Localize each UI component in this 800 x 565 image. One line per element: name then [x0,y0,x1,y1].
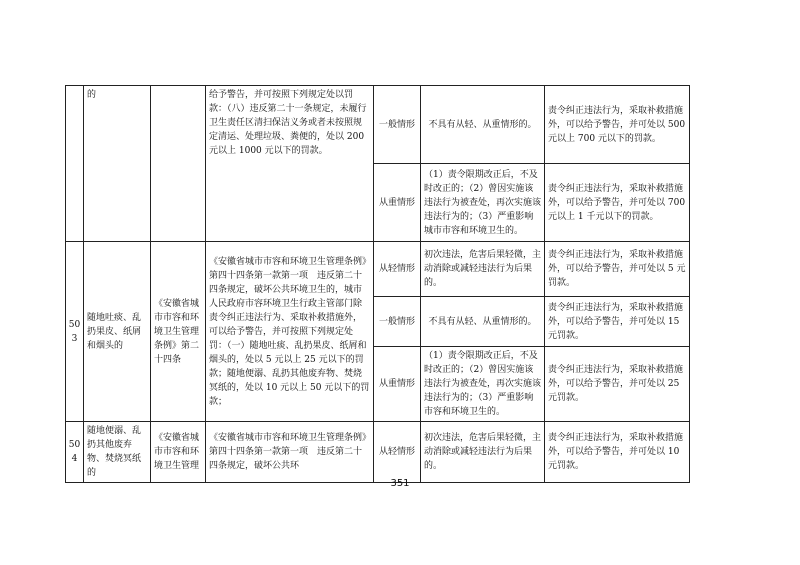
standard-cell: 初次违法，危害后果轻微，主动消除或减轻违法行为后果的。 [421,242,545,297]
table-row [66,242,690,297]
row-index-cell [66,86,84,242]
penalty-cell: 责令纠正违法行为，采取补救措施外，可以给予警告，并可处以 25 元罚款。 [545,347,690,422]
circumstance-cell: 一般情形 [374,86,421,164]
penalty-discretion-table [65,85,690,483]
law-text-cell: 给予警告，并可按照下列规定处以罚款：（八）违反第二十一条规定，未履行卫生责任区清扫保洁义务或者未按照规定清运、处理垃圾、粪便的，处以 200 元以上 1000 元以下的罚款。 [206,86,374,242]
page-number: 351 [390,478,410,489]
standard-cell: （1）责令限期改正后，不及时改正的；（2）曾因实施该违法行为被查处，再次实施该违法行为的；（3）严重影响市容和环境卫生的。 [421,347,545,422]
law-text-cell: 《安徽省城市市容和环境卫生管理条例》第四十四条第一款第一项 违反第二十四条规定，破坏公共环境卫生的，城市人民政府市容环境卫生行政主管部门除责令纠正违法行为、采取补救措施外，可以给予警告，并可按照下列规定处罚：（一）随地吐痰、乱扔果皮、纸屑和烟头的，处以 5 元以上 25 元以下的罚款；随地便溺、乱扔其他废弃物、焚烧冥纸的，处以 10 元以上 50 元以下的罚款； [206,242,374,422]
violation-name-cell: 随地便溺、乱扔其他废弃物、焚烧冥纸的 [84,422,151,483]
table-row [66,86,690,164]
penalty-cell: 责令纠正违法行为，采取补救措施外，可以给予警告，并可处以 5 元罚款。 [545,242,690,297]
circumstance-cell: 从轻情形 [374,242,421,297]
standard-cell: 不具有从轻、从重情形的。 [421,297,545,347]
penalty-cell: 责令纠正违法行为，采取补救措施外，可以给予警告，并可处以 10 元罚款。 [545,422,690,483]
standard-cell: 不具有从轻、从重情形的。 [421,86,545,164]
table-row [66,422,690,483]
circumstance-cell: 一般情形 [374,297,421,347]
standard-cell: （1）责令限期改正后，不及时改正的；（2）曾因实施该违法行为被查处，再次实施该违法行为的；（3）严重影响城市市容和环境卫生的。 [421,164,545,242]
basis-cell [151,86,206,242]
basis-cell: 《安徽省城市市容和环境卫生管理条例》第二十四条 [151,242,206,422]
circumstance-cell: 从重情形 [374,347,421,422]
violation-name-cell: 随地吐痰、乱扔果皮、纸屑和烟头的 [84,242,151,422]
law-text-cell: 《安徽省城市市容和环境卫生管理条例》第四十四条第一款第一项 违反第二十四条规定，破坏公共环 [206,422,374,483]
basis-cell: 《安徽省城市市容和环境卫生管理 [151,422,206,483]
penalty-cell: 责令纠正违法行为，采取补救措施外，可以给予警告，并可处以 500 元以上 700 元以下的罚款。 [545,86,690,164]
row-index-cell: 503 [66,242,84,422]
standard-cell: 初次违法，危害后果轻微，主动消除或减轻违法行为后果的。 [421,422,545,483]
penalty-cell: 责令纠正违法行为，采取补救措施外，可以给予警告，并可处以 15 元罚款。 [545,297,690,347]
penalty-cell: 责令纠正违法行为，采取补救措施外，可以给予警告，并可处以 700 元以上 1 千元以下的罚款。 [545,164,690,242]
row-index-cell: 504 [66,422,84,483]
circumstance-cell: 从重情形 [374,164,421,242]
violation-name-cell: 的 [84,86,151,242]
circumstance-cell: 从轻情形 [374,422,421,483]
